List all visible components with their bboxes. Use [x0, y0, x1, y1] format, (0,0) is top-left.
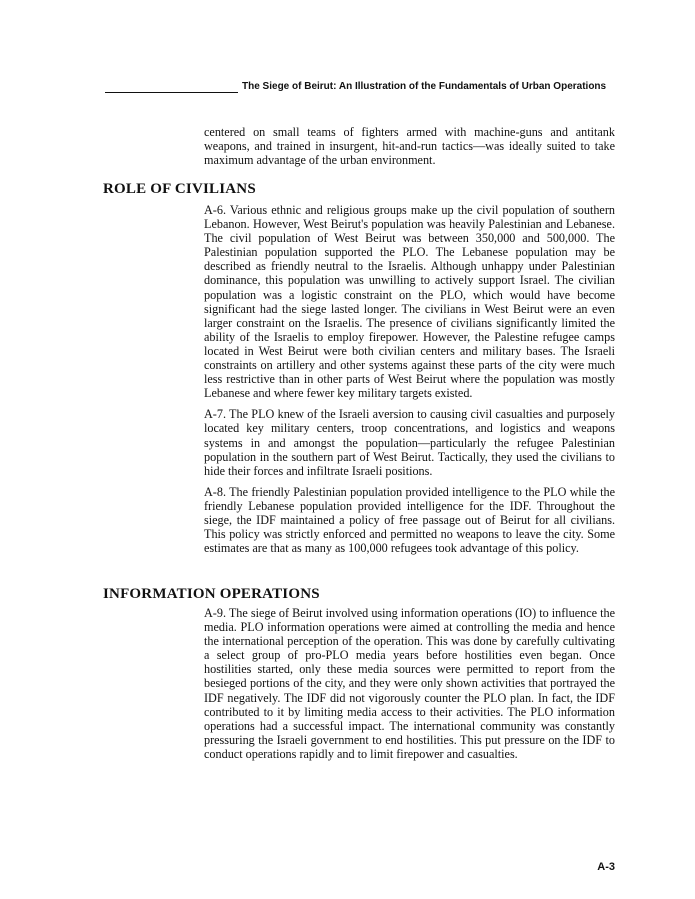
running-header [105, 81, 615, 93]
section-heading-role-of-civilians: ROLE OF CIVILIANS [103, 181, 256, 197]
intro-paragraph: centered on small teams of fighters armed with machine-guns and antitank weapons, and trained in insurgent, hit-and-run tactics—was ideally suited to take maximum advantage of the urban environment. [204, 125, 615, 168]
intro-block [204, 125, 615, 167]
section-heading-information-operations: INFORMATION OPERATIONS [103, 586, 320, 602]
paragraph-a-6: A-6. Various ethnic and religious groups make up the civil population of southern Lebanon. However, West Beirut's population was heavily Palestinian and Lebanese. The civil population of West Beirut was between 350,000 and 500,000. The Palestinian population supported the PLO. The Lebanese population may be described as friendly neutral to the Israelis. Although unhappy under Palestinian dominance, this population was unwilling to actively support Israel. The civilian population was a logistic constraint on the PLO, which would have become significant had the siege lasted longer. The civilians in West Beirut were an even larger constraint on the Israelis. The presence of civilians significantly limited the ability of the Israelis to employ firepower. However, the Palestine refugee camps located in West Beirut were both civilian centers and military bases. The Israeli constraints on artillery and other systems against these parts of the city were much less restrictive than in other parts of West Beirut where the population was mostly Lebanese and where fewer key military targets existed. [204, 203, 615, 401]
header-title: The Siege of Beirut: An Illustration of the Fundamentals of Urban Operations [242, 81, 607, 92]
section-role-of-civilians [204, 203, 615, 555]
section-information-operations [204, 606, 615, 761]
header-rule [105, 82, 238, 93]
page-number: A-3 [597, 861, 615, 873]
paragraph-a-7: A-7. The PLO knew of the Israeli aversion to causing civil casualties and purposely located key military centers, troop concentrations, and logistics and weapons systems in and amongst the population—particularly the refugee Palestinian population in the southern part of West Beirut. Tactically, they used the civilians to hide their forces and infiltrate Israeli positions. [204, 407, 615, 478]
paragraph-a-8: A-8. The friendly Palestinian population provided intelligence to the PLO while the friendly Lebanese population provided intelligence for the IDF. Throughout the siege, the IDF maintained a policy of free passage out of Beirut for all civilians. This policy was strictly enforced and permitted no weapons to leave the city. Some estimates are that as many as 100,000 refugees took advantage of this policy. [204, 484, 615, 556]
paragraph-a-9: A-9. The siege of Beirut involved using information operations (IO) to influence the media. PLO information operations were aimed at controlling the media and hence the international perception of the operation. This was done by carefully cultivating a select group of pro-PLO media years before hostilities even began. Once hostilities started, only these media sources were permitted to report from the besieged portions of the city, and they were only shown activities that portrayed the IDF negatively. The IDF did not vigorously counter the PLO plan. In fact, the IDF contributed to it by limiting media access to their activities. The PLO information operations had a successful impact. The international community was constantly pressuring the Israeli government to end hostilities. This put pressure on the IDF to conduct operations rapidly and to limit firepower and casualties. [204, 606, 616, 761]
